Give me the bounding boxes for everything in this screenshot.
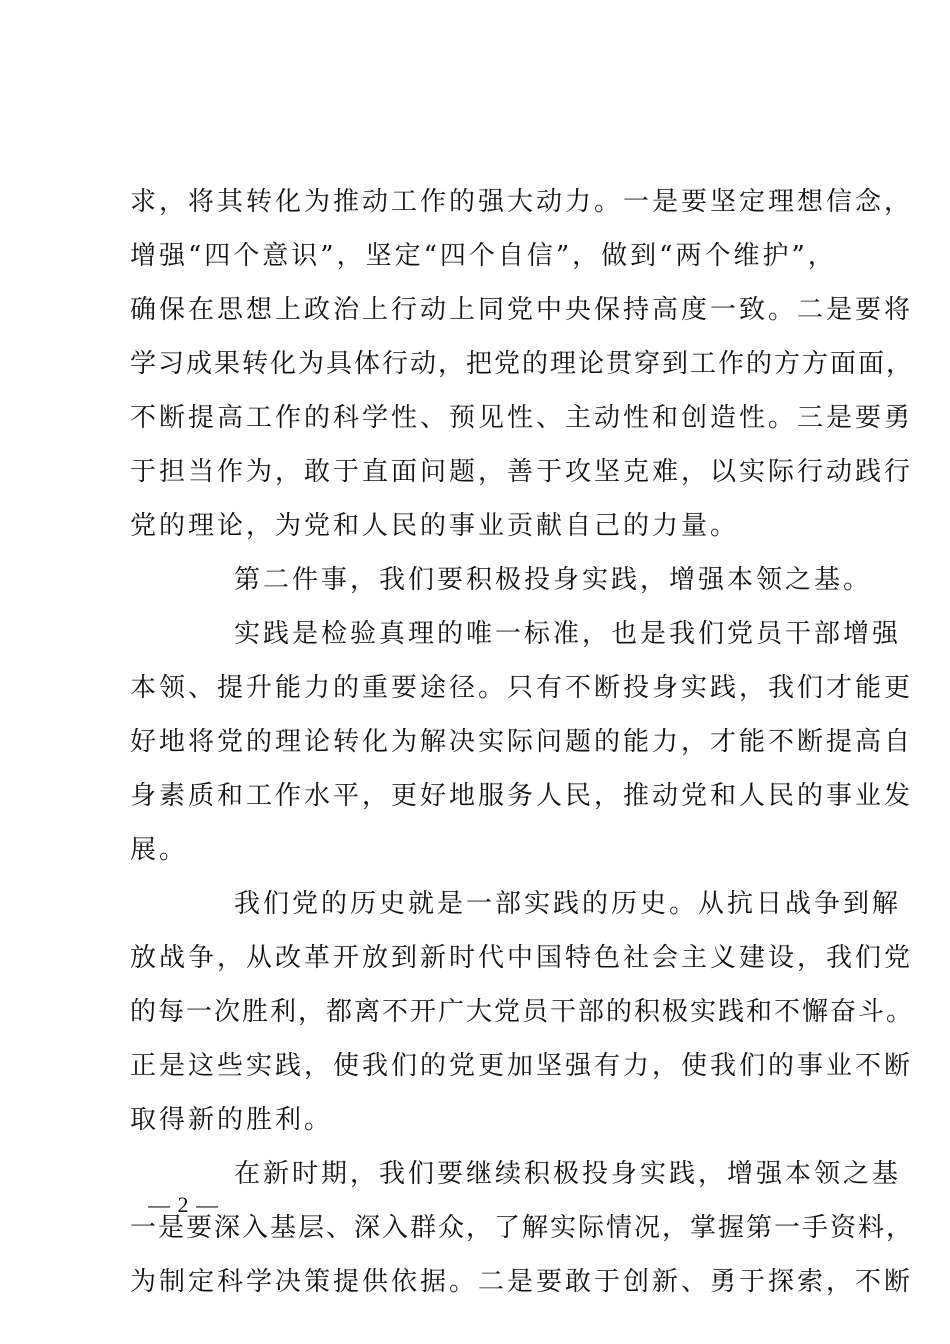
- text-line: 党的理论，为党和人民的事业贡献自己的力量。: [130, 511, 740, 541]
- text-line: 确保在思想上政治上行动上同党中央保持高度一致。二是要将: [130, 295, 914, 325]
- text-line: 正是这些实践，使我们的党更加坚强有力，使我们的事业不断: [130, 1051, 914, 1081]
- text-line: 求，将其转化为推动工作的强大动力。一是要坚定理想信念，: [130, 187, 914, 217]
- text-line: 在新时期，我们要继续积极投身实践，增强本领之基: [234, 1159, 902, 1189]
- text-line: 身素质和工作水平，更好地服务人民，推动党和人民的事业发: [130, 781, 914, 811]
- text-line: 实践是检验真理的唯一标准，也是我们党员干部增强: [234, 619, 902, 649]
- text-line: 取得新的胜利。: [130, 1105, 334, 1135]
- body-text: [130, 175, 915, 1309]
- text-line: 好地将党的理论转化为解决实际问题的能力，才能不断提高自: [130, 727, 914, 757]
- section-heading: 第二件事，我们要积极投身实践，增强本领之基。: [234, 565, 873, 595]
- text-line: 不断提高工作的科学性、预见性、主动性和创造性。三是要勇: [130, 403, 914, 433]
- text-line: 放战争，从改革开放到新时代中国特色社会主义建设，我们党: [130, 943, 914, 973]
- text-line: 为制定科学决策提供依据。二是要敢于创新、勇于探索，不断: [130, 1267, 914, 1297]
- text-line: 的每一次胜利，都离不开广大党员干部的积极实践和不懈奋斗。: [130, 997, 915, 1027]
- text-line: 学习成果转化为具体行动，把党的理论贯穿到工作的方方面面，: [130, 349, 915, 379]
- text-line: 我们党的历史就是一部实践的历史。从抗日战争到解: [234, 889, 902, 919]
- text-line: 本领、提升能力的重要途径。只有不断投身实践，我们才能更: [130, 673, 914, 703]
- page-number: — 2 —: [148, 1192, 219, 1217]
- text-line: 增强“四个意识”，坚定“四个自信”，做到“两个维护”，: [130, 241, 837, 271]
- text-line: 于担当作为，敢于直面问题，善于攻坚克难，以实际行动践行: [130, 457, 914, 487]
- text-line: 展。: [130, 835, 189, 865]
- text-line: 一是要深入基层、深入群众，了解实际情况，掌握第一手资料，: [130, 1213, 915, 1243]
